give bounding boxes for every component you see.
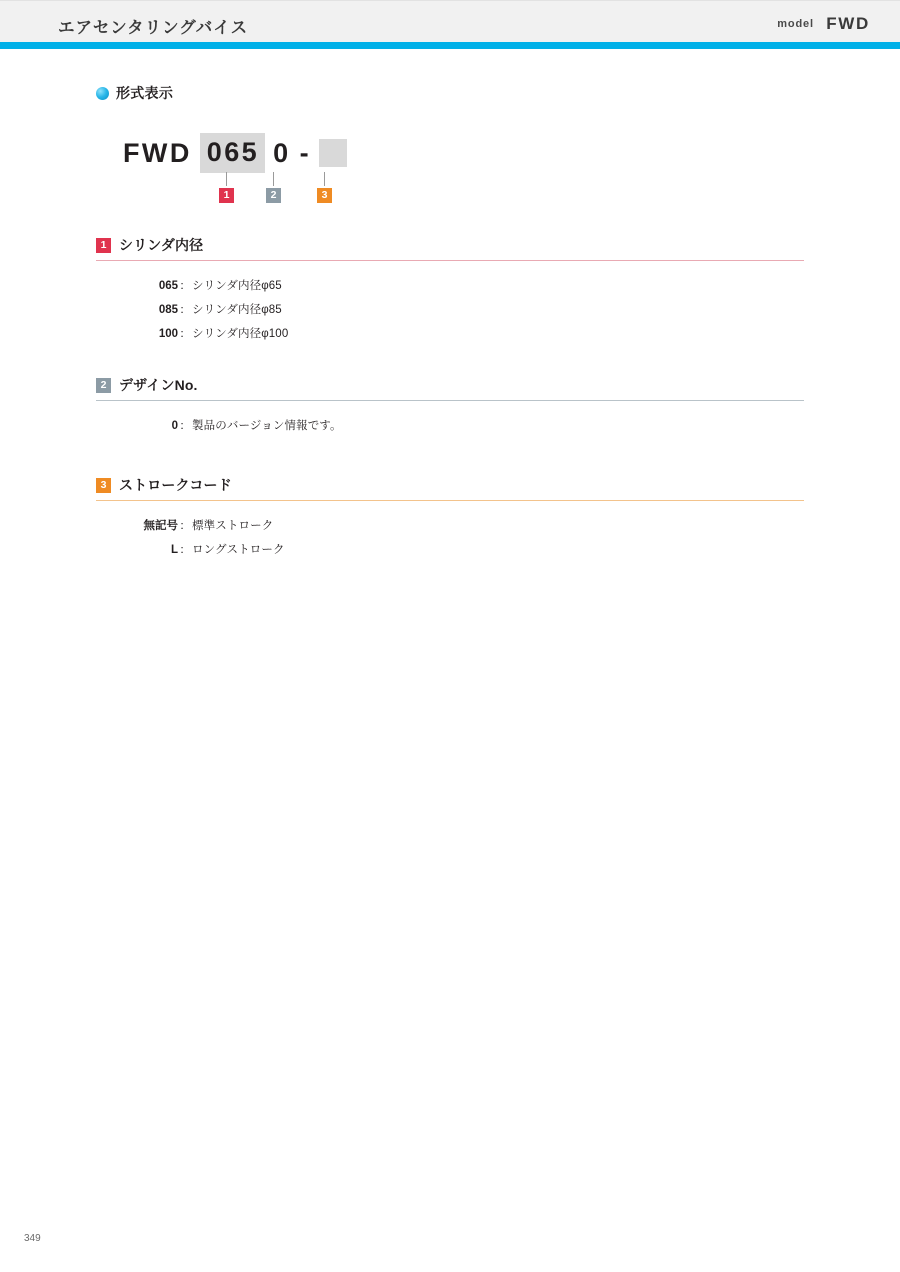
spec-group-1-chip: 1 <box>96 238 111 253</box>
spec-group-2-header <box>96 375 804 395</box>
spec-row <box>126 414 804 438</box>
spec-row-value: ロングストローク <box>192 544 285 556</box>
callout-leader-2 <box>273 172 274 186</box>
code-dash: - <box>299 137 309 168</box>
spec-group-3-chip: 3 <box>96 478 111 493</box>
spec-row-value: シリンダ内径φ65 <box>192 280 282 292</box>
spec-row-separator: ： <box>179 544 191 556</box>
spec-row-separator: ： <box>179 420 191 432</box>
section-heading-label: 形式表示 <box>116 85 174 101</box>
code-bore-field: 065 <box>200 133 265 173</box>
spec-row-value: 標準ストローク <box>192 520 274 532</box>
spec-group-3-title: ストロークコード <box>119 477 232 493</box>
spec-group-3 <box>96 475 804 562</box>
spec-row-key: 無記号 <box>143 520 178 532</box>
spec-group-3-rule <box>96 500 804 501</box>
spec-row-key: 0 <box>171 420 178 432</box>
blue-dot-icon <box>96 87 109 100</box>
spec-group-1-header <box>96 235 804 255</box>
spec-row <box>126 322 804 346</box>
model-label: model <box>777 18 814 30</box>
page-header <box>0 0 900 43</box>
callout-chip-2: 2 <box>266 188 281 203</box>
header-accent-rule <box>0 42 900 49</box>
callout-leader-3 <box>324 172 325 186</box>
spec-row <box>126 274 804 298</box>
spec-group-2-title: デザインNo. <box>119 377 198 393</box>
callout-leader-1 <box>226 172 227 186</box>
page-number: 349 <box>24 1233 41 1244</box>
code-prefix: FWD <box>123 137 192 168</box>
spec-row-key: 100 <box>158 328 178 340</box>
spec-row-key: 065 <box>158 280 178 292</box>
spec-row-separator: ： <box>179 328 191 340</box>
spec-group-2-chip: 2 <box>96 378 111 393</box>
section-heading <box>96 83 173 103</box>
spec-row-key: L <box>170 544 178 556</box>
spec-row-separator: ： <box>179 520 191 532</box>
spec-group-2-rule <box>96 400 804 401</box>
spec-group-1-rule <box>96 260 804 261</box>
spec-group-2 <box>96 375 804 438</box>
spec-group-2-rows <box>126 414 804 438</box>
model-code: FWD <box>826 14 870 33</box>
page-title: エアセンタリングバイス <box>58 19 249 37</box>
spec-row-separator: ： <box>179 280 191 292</box>
callout-chip-1: 1 <box>219 188 234 203</box>
spec-row <box>126 538 804 562</box>
callout-chip-3: 3 <box>317 188 332 203</box>
spec-row-key: 085 <box>158 304 178 316</box>
spec-row <box>126 514 804 538</box>
spec-group-1 <box>96 235 804 346</box>
model-code-builder <box>118 130 347 176</box>
spec-row-value: シリンダ内径φ85 <box>192 304 282 316</box>
spec-row-value: シリンダ内径φ100 <box>192 328 289 340</box>
spec-row <box>126 298 804 322</box>
code-stroke-field <box>319 139 347 167</box>
spec-group-3-header <box>96 475 804 495</box>
spec-row-value: 製品のバージョン情報です。 <box>192 420 342 432</box>
spec-group-3-rows <box>126 514 804 562</box>
spec-group-1-rows <box>126 274 804 346</box>
code-design-field: 0 <box>273 137 291 168</box>
spec-row-separator: ： <box>179 304 191 316</box>
spec-group-1-title: シリンダ内径 <box>119 237 204 253</box>
